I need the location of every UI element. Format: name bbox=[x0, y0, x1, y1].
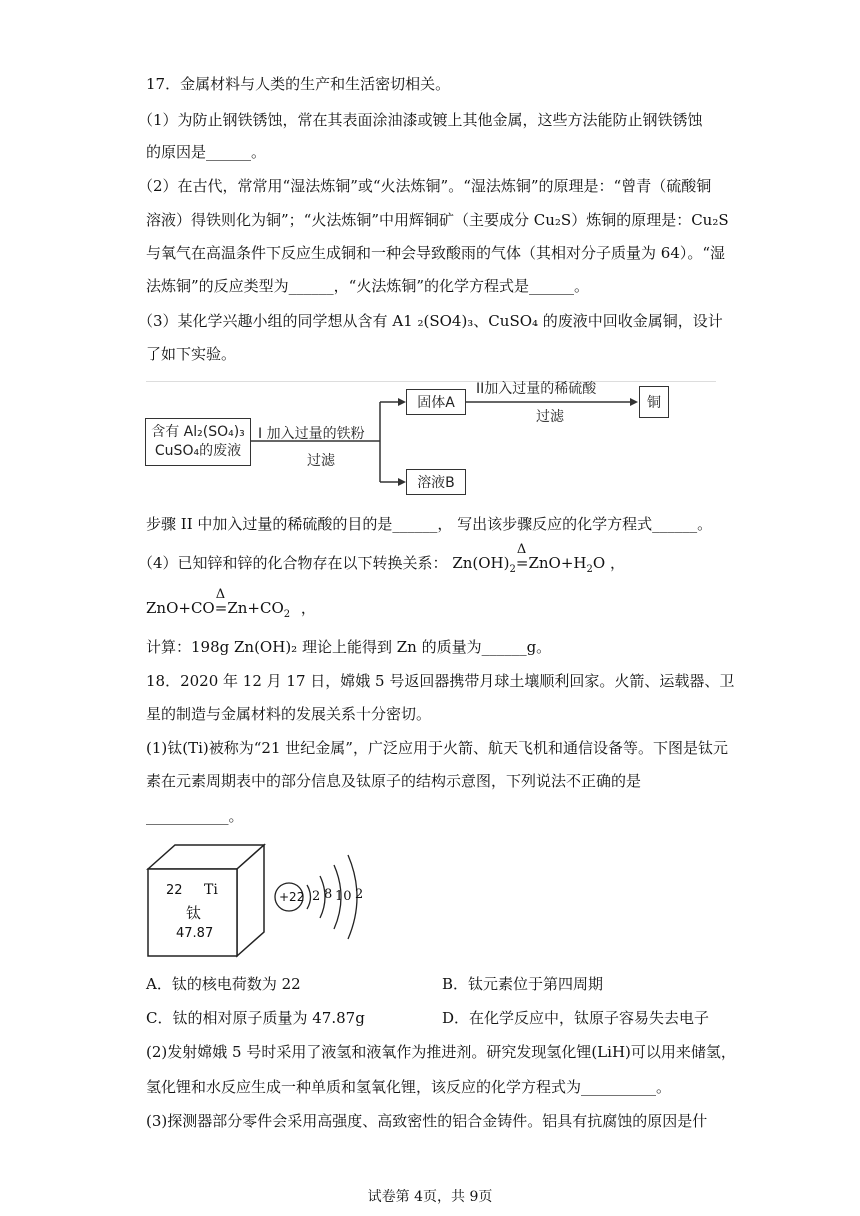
waste-label-line2: CuSO₄的废液 bbox=[154, 443, 242, 459]
shell-3: 10 bbox=[335, 889, 352, 904]
q18-title-line1: 18．2020 年 12 月 17 日，嫦娥 5 号返回器携带月球土壤顺利回家。火箭、运载器、卫 bbox=[146, 672, 735, 690]
q17-part2-line3: 与氧气在高温条件下反应生成铜和一种会导致酸雨的气体（其相对分子质量为 64）。“湿 bbox=[146, 244, 726, 262]
option-d[interactable]: D．在化学反应中，钛原子容易失去电子 bbox=[442, 1009, 710, 1027]
q17-part4-calc: 计算：198g Zn(OH)₂ 理论上能得到 Zn 的质量为______g。 bbox=[146, 638, 552, 656]
element-name: 钛 bbox=[186, 904, 202, 922]
equation-1: $Zn(OH)_2$ Δ $=ZnO+H_2O$ bbox=[452, 542, 606, 575]
step2-label: II加入过量的稀硫酸 bbox=[476, 381, 597, 397]
part4-prefix: （4）已知锌和锌的化合物存在以下转换关系： bbox=[138, 554, 448, 572]
q18-title-line2: 星的制造与金属材料的发展关系十分密切。 bbox=[146, 705, 432, 723]
q18-part2-line2: 氢化锂和水反应生成一种单质和氢氧化锂，该反应的化学方程式为__________。 bbox=[146, 1078, 672, 1096]
q17-title: 17．金属材料与人类的生产和生活密切相关。 bbox=[146, 75, 451, 93]
page-footer: 试卷第 4页，共 9页 bbox=[367, 1189, 493, 1205]
q18-part3-line1: (3)探测器部分零件会采用高强度、高致密性的铝合金铸件。铝具有抗腐蚀的原因是什 bbox=[146, 1112, 708, 1130]
q17-part1-line2: 的原因是______。 bbox=[146, 143, 267, 161]
solid-a-box: 固体A bbox=[406, 389, 466, 415]
flow-arrows bbox=[0, 0, 860, 520]
q18-part1-line1: (1)钛(Ti)被称为“21 世纪金属”，广泛应用于火箭、航天飞机和通信设备等。下图是钛元 bbox=[146, 739, 728, 757]
option-c[interactable]: C．钛的相对原子质量为 47.87g bbox=[146, 1009, 365, 1027]
q17-part3-line2: 了如下实验。 bbox=[146, 345, 237, 363]
q17-part2-line1: （2）在古代，常常用“湿法炼铜”或“火法炼铜”。“湿法炼铜”的原理是：“曾青（硫酸铜 bbox=[138, 177, 712, 195]
nucleus-label: +22 bbox=[279, 890, 305, 904]
shell-2: 8 bbox=[324, 887, 333, 902]
q17-part3-line1: （3）某化学兴趣小组的同学想从含有 A1 ₂(SO4)₃、CuSO₄ 的废液中回收金属铜，设计 bbox=[138, 312, 723, 330]
option-b[interactable]: B．钛元素位于第四周期 bbox=[442, 975, 604, 993]
waste-label-line1: 含有 Al₂(SO₄)₃ bbox=[151, 424, 245, 440]
element-number: 22 bbox=[166, 883, 183, 898]
q18-part1-line3: ___________。 bbox=[146, 807, 244, 825]
q17-part1-line1: （1）为防止钢铁锈蚀，常在其表面涂油漆或镀上其他金属，这些方法能防止钢铁锈蚀 bbox=[138, 111, 703, 129]
shell-4: 2 bbox=[355, 887, 364, 902]
solution-b-box: 溶液B bbox=[406, 469, 466, 495]
q17-part2-line4: 法炼铜”的反应类型为______，“火法炼铜”的化学方程式是______。 bbox=[146, 277, 590, 295]
shell-1: 2 bbox=[312, 889, 321, 904]
q18-part1-line2: 素在元素周期表中的部分信息及钛原子的结构示意图，下列说法不正确的是 bbox=[146, 772, 642, 790]
element-cube bbox=[140, 842, 270, 962]
q17-part3-line3: 步骤 II 中加入过量的稀硫酸的目的是______， 写出该步骤反应的化学方程式______。 bbox=[146, 515, 713, 533]
waste-liquid-box bbox=[145, 418, 251, 466]
step1-label: I 加入过量的铁粉 bbox=[258, 426, 365, 442]
delta-symbol: Δ bbox=[516, 542, 527, 557]
q17-part2-line2: 溶液）得铁则化为铜”；“火法炼铜”中用辉铜矿（主要成分 Cu₂S）炼铜的原理是：Cu₂S bbox=[146, 211, 729, 229]
equation-2: ZnO+CO Δ $=Zn+CO_2$ ， bbox=[146, 587, 316, 620]
q17-part4-line: （4）已知锌和锌的化合物存在以下转换关系： $Zn(OH)_2$ Δ $=ZnO+H_2O$ ， bbox=[138, 542, 625, 575]
element-symbol: Ti bbox=[204, 882, 218, 898]
option-a[interactable]: A．钛的核电荷数为 22 bbox=[146, 975, 301, 993]
q18-part2-line1: (2)发射嫦娥 5 号时采用了液氢和液氧作为推进剂。研究发现氢化锂(LiH)可以用来储氢， bbox=[146, 1043, 736, 1061]
filter2-label: 过滤 bbox=[536, 409, 564, 425]
filter1-label: 过滤 bbox=[307, 453, 335, 469]
copper-box: 铜 bbox=[639, 386, 669, 418]
element-mass: 47.87 bbox=[176, 926, 214, 941]
delta-symbol: Δ bbox=[215, 587, 226, 602]
